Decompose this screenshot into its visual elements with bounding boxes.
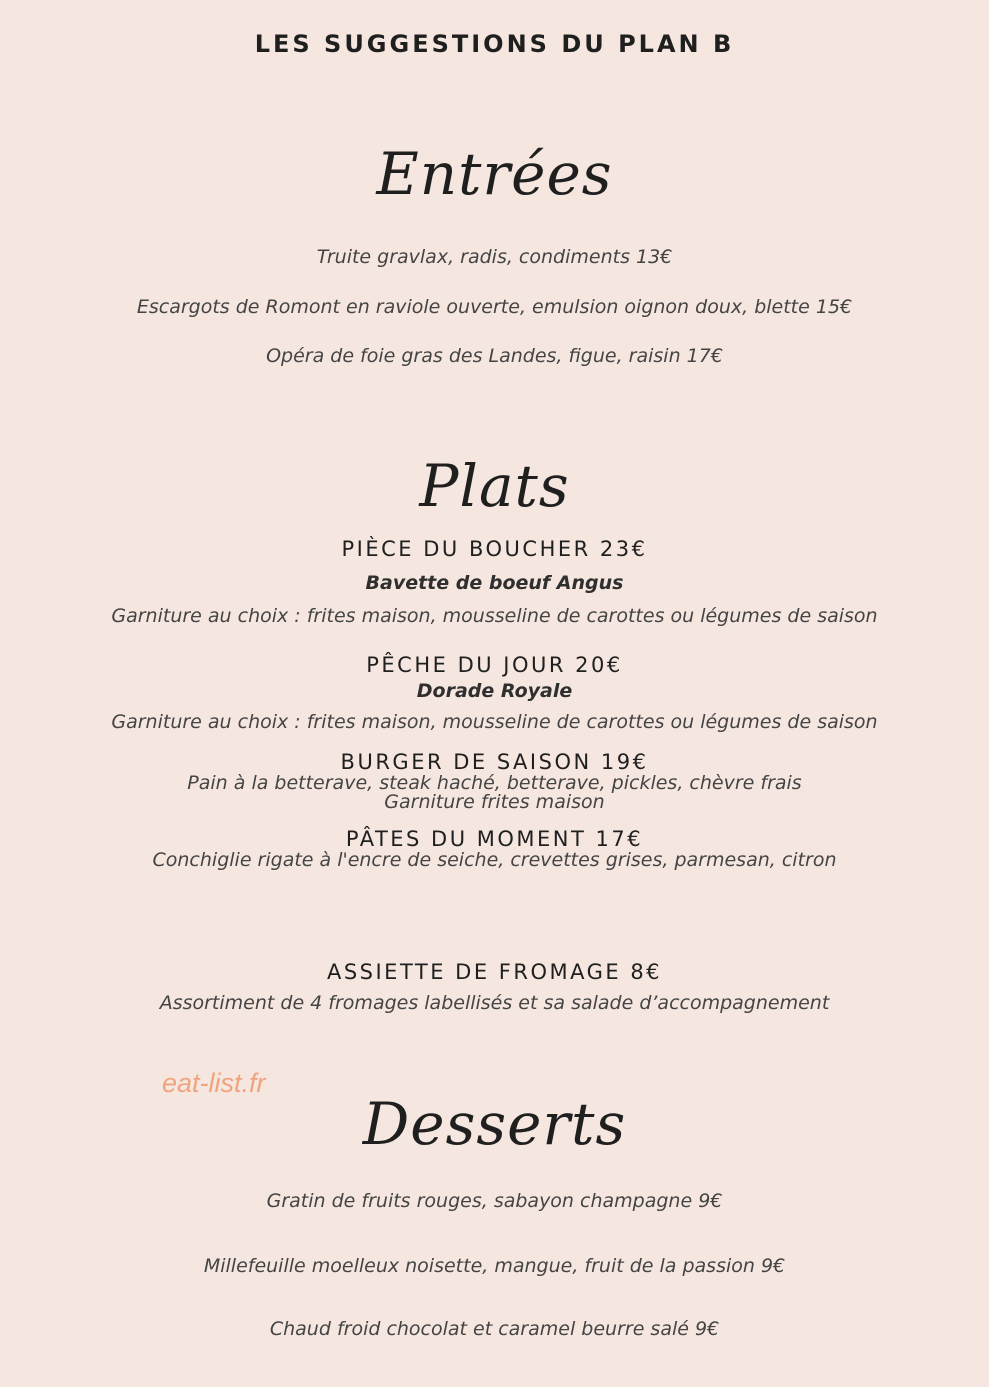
dessert-item: Millefeuille moelleux noisette, mangue, fruit de la passion 9€ [203, 1255, 786, 1277]
dish-description: Conchiglie rigate à l'encre de seiche, crevettes grises, parmesan, citron [152, 849, 837, 871]
entree-item: Truite gravlax, radis, condiments 13€ [316, 246, 673, 268]
entrees-title: Entrées [376, 140, 613, 208]
entree-item: Opéra de foie gras des Landes, figue, raisin 17€ [266, 345, 723, 367]
dessert-item: Chaud froid chocolat et caramel beurre salé 9€ [269, 1318, 720, 1340]
dish-description: Pain à la betterave, steak haché, betterave, pickles, chèvre frais [187, 772, 802, 794]
dish-subtitle: Bavette de boeuf Angus [365, 572, 624, 594]
dish-name: PÊCHE DU JOUR 20€ [366, 653, 623, 677]
dish-name: PIÈCE DU BOUCHER 23€ [341, 537, 648, 561]
entree-item: Escargots de Romont en raviole ouverte, emulsion oignon doux, blette 15€ [136, 296, 853, 318]
plats-title: Plats [419, 452, 570, 520]
menu-header-title: LES SUGGESTIONS DU PLAN B [254, 30, 735, 58]
dish-description: Garniture au choix : frites maison, mousseline de carottes ou légumes de saison [111, 605, 878, 627]
dish-name: PÂTES DU MOMENT 17€ [345, 827, 644, 851]
dish-name: BURGER DE SAISON 19€ [340, 750, 649, 774]
dish-description-secondary: Garniture frites maison [384, 791, 605, 813]
watermark-text: eat-list.fr [162, 1068, 266, 1098]
dessert-item: Gratin de fruits rouges, sabayon champagne 9€ [266, 1190, 723, 1212]
desserts-title: Desserts [362, 1090, 627, 1158]
dish-subtitle: Dorade Royale [416, 680, 573, 702]
fromage-description: Assortiment de 4 fromages labellisés et sa salade d’accompagnement [159, 992, 830, 1014]
fromage-name: ASSIETTE DE FROMAGE 8€ [326, 960, 663, 984]
dish-description: Garniture au choix : frites maison, mousseline de carottes ou légumes de saison [111, 711, 878, 733]
